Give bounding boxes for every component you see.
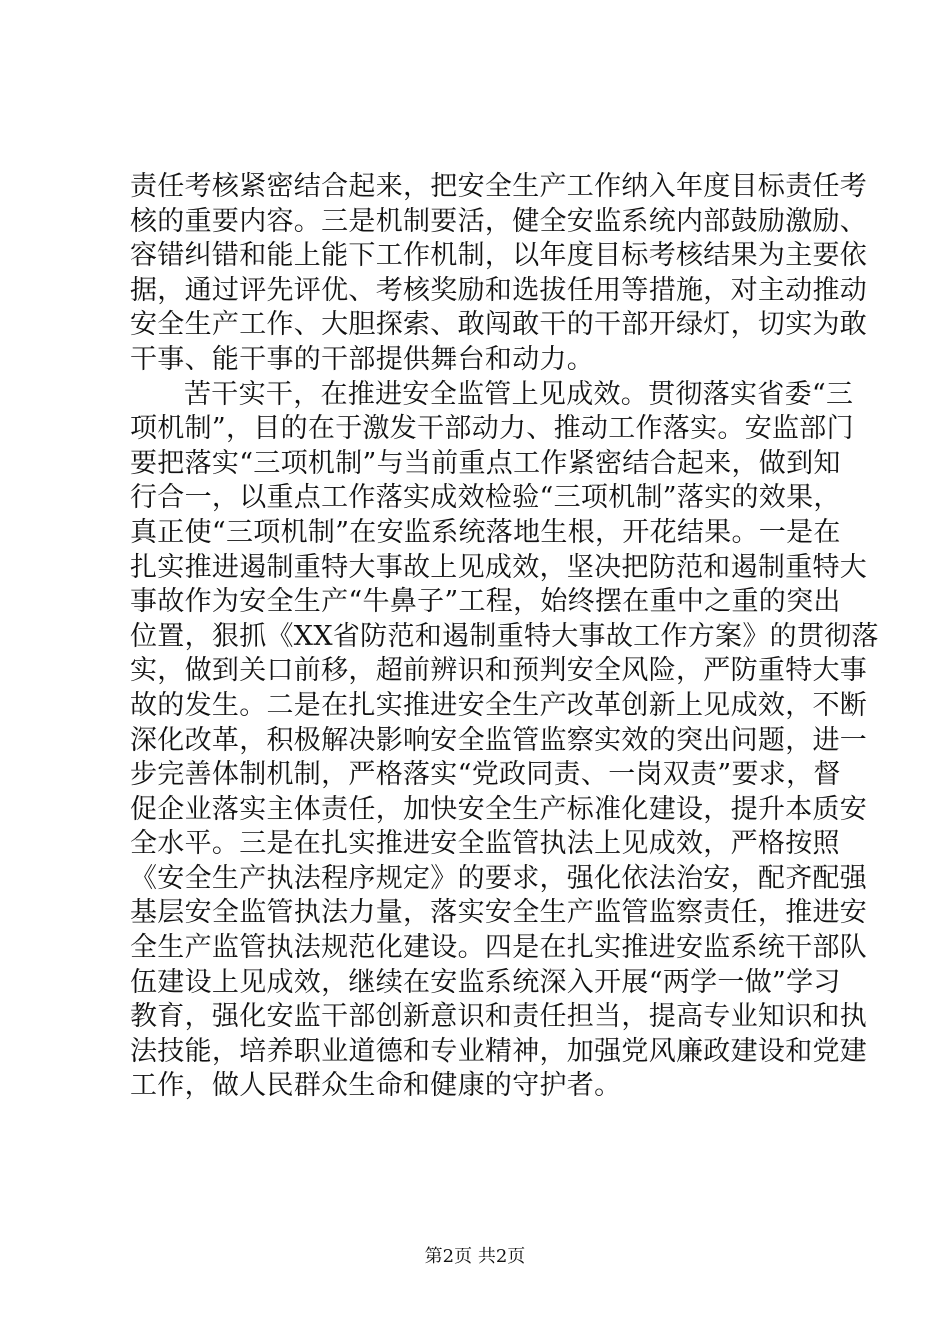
- text-line: 全水平。三是在扎实推进安全监管执法上见成效，严格按照: [130, 828, 840, 860]
- text-line: 故的发生。二是在扎实推进安全生产改革创新上见成效，不断: [130, 689, 868, 721]
- text-line: 《安全生产执法程序规定》的要求，强化依法治安，配齐配强: [130, 862, 868, 894]
- text-line: 伍建设上见成效，继续在安监系统深入开展“两学一做”学习: [130, 966, 841, 998]
- text-line: 责任考核紧密结合起来，把安全生产工作纳入年度目标责任考: [130, 171, 868, 202]
- text-line: 行合一，以重点工作落实成效检验“三项机制”落实的效果，: [130, 482, 841, 514]
- text-line: 要把落实“三项机制”与当前重点工作紧密结合起来，做到知: [130, 447, 841, 479]
- text-line: 项机制”，目的在于激发干部动力、推动工作落实。安监部门: [130, 413, 854, 445]
- text-line: 真正使“三项机制”在安监系统落地生根，开花结果。一是在: [130, 516, 841, 548]
- text-line: 核的重要内容。三是机制要活，健全安监系统内部鼓励激励、: [130, 205, 868, 237]
- text-line: 工作，做人民群众生命和健康的守护者。: [130, 1070, 622, 1102]
- text-line: 事故作为安全生产“牛鼻子”工程，始终摆在重中之重的突出: [130, 586, 841, 618]
- text-line: 容错纠错和能上能下工作机制，以年度目标考核结果为主要依: [130, 240, 868, 272]
- text-line: 实，做到关口前移，超前辨识和预判安全风险，严防重特大事: [130, 655, 868, 687]
- text-line: 干事、能干事的干部提供舞台和动力。: [130, 343, 595, 375]
- page-footer: [0, 1242, 950, 1268]
- text-line: 步完善体制机制，严格落实“党政同责、一岗双责”要求，督: [130, 759, 841, 791]
- text-line: 促企业落实主体责任，加快安全生产标准化建设，提升本质安: [130, 793, 868, 825]
- text-line: 教育，强化安监干部创新意识和责任担当，提高专业知识和执: [130, 1001, 868, 1033]
- text-line: 法技能，培养职业道德和专业精神，加强党风廉政建设和党建: [130, 1035, 868, 1067]
- body-text: [130, 170, 879, 1104]
- text-line: 安全生产工作、大胆探索、敢闯敢干的干部开绿灯，切实为敢: [130, 309, 868, 341]
- text-line: 据，通过评先评优、考核奖励和选拔任用等措施，对主动推动: [130, 274, 868, 306]
- page-number: 第2页 共2页: [424, 1246, 526, 1267]
- text-line: 苦干实干，在推进安全监管上见成效。贯彻落实省委“三: [184, 378, 854, 410]
- text-line: 深化改革，积极解决影响安全监管监察实效的突出问题，进一: [130, 724, 868, 756]
- text-line: 扎实推进遏制重特大事故上见成效，坚决把防范和遏制重特大: [130, 551, 868, 583]
- text-line: 全生产监管执法规范化建设。四是在扎实推进安监系统干部队: [130, 932, 868, 964]
- text-line: 基层安全监管执法力量，落实安全生产监管监察责任，推进安: [130, 897, 868, 929]
- text-line: 位置，狠抓《XX省防范和遏制重特大事故工作方案》的贯彻落: [130, 620, 879, 652]
